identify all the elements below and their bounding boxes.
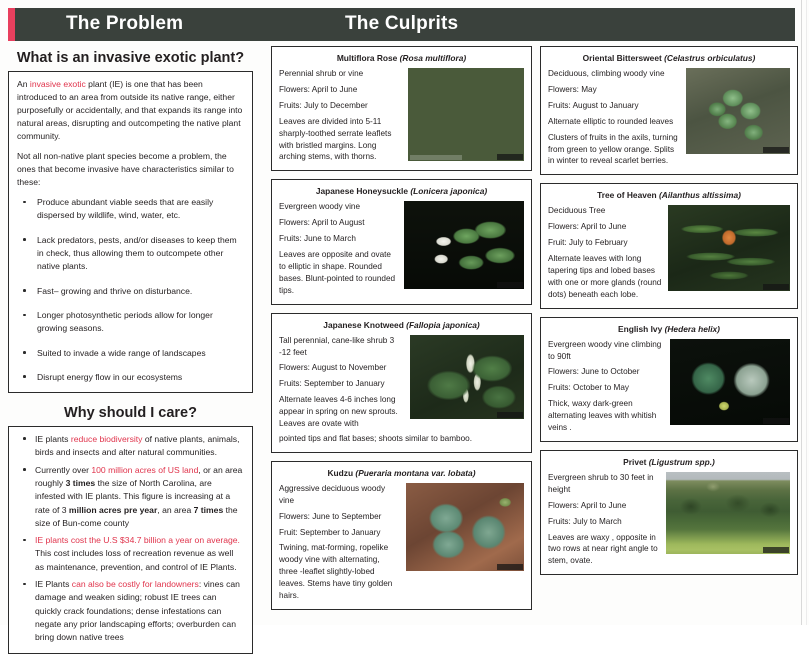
- species-common-name: Multiflora Rose: [336, 53, 398, 63]
- photo-stamp: [763, 284, 789, 290]
- species-line: Evergreen woody vine climbing to 90ft: [548, 339, 662, 361]
- species-common-name: Privet: [623, 456, 647, 467]
- species-line: Fruits: July to December: [279, 100, 368, 110]
- species-text: [548, 68, 680, 167]
- species-common-name: Kudzu: [327, 467, 354, 478]
- species-common-name: English Ivy: [618, 323, 663, 334]
- species-title: [548, 53, 790, 63]
- body-text: the size of North Carolina, are infested with IE plants. This figure is increasing at a rate of 3: [35, 477, 231, 515]
- species-card-japanese-honeysuckle: [271, 179, 532, 304]
- species-scientific-name: (Lonicera japonica): [410, 186, 488, 197]
- multiflora-rose-photo: [408, 68, 524, 161]
- species-line: Perennial shrub or vine: [279, 69, 364, 79]
- japanese-honeysuckle-photo: [404, 201, 524, 289]
- list-item: Produce abundant viable seeds that are easily dispersed by wildlife, wind, water, etc.: [17, 196, 244, 223]
- privet-photo: [666, 472, 790, 554]
- definition-text-post: plant (IE) is one that has been introduced to an area from outside its native range, either purposefully or accidentally, and that expands its range into natural areas, disrupting and outcompeting the native plant community.: [17, 78, 243, 141]
- oriental-bittersweet-photo: [686, 68, 790, 154]
- photo-credit-bar: [410, 155, 462, 160]
- species-text: [279, 201, 398, 296]
- species-card-kudzu: [271, 461, 532, 610]
- species-card-tree-of-heaven: [540, 183, 798, 308]
- species-line: Fruit: September to January: [279, 527, 381, 537]
- species-line: Twining, mat-forming, ropelike woody vine with alternating, three -leaflet slightly-lobed leaves. Stems have tiny golden hairs.: [279, 543, 393, 601]
- species-card-japanese-knotweed: [271, 313, 532, 453]
- body-text: : vines can damage and weaken siding; robust IE trees can quickly crack foundations; dense infestations can negate any prior landscaping efforts; overburden can bring down native trees: [35, 579, 240, 643]
- body-text: , or an area roughly: [35, 464, 243, 488]
- species-footer-line: pointed tips and flat bases; shoots similar to bamboo.: [279, 433, 472, 443]
- left-column: [8, 50, 253, 654]
- species-body: [279, 68, 524, 163]
- definition-paragraph-2: Not all non-native plant species become a problem, the ones that become invasive have characteristics similar to these:: [17, 150, 234, 188]
- highlighted-text: 100 million acres of US land: [91, 464, 199, 475]
- species-common-name: Japanese Honeysuckle: [315, 186, 409, 197]
- highlighted-text: reduce biodiversity: [70, 433, 143, 444]
- species-line: Deciduous Tree: [548, 206, 606, 216]
- photo-stamp: [497, 412, 523, 418]
- header-title-problem: The Problem: [66, 13, 184, 34]
- highlighted-text: IE plants cost the U.S $34.7 billion a year on average.: [35, 535, 240, 546]
- list-item: Lack predators, pests, and/or diseases to keep them in check, thus allowing them to outcompete other native plants.: [17, 234, 244, 274]
- species-line: Flowers: August to November: [279, 363, 387, 373]
- highlighted-text: can also be costly for landowners: [71, 579, 199, 590]
- species-line: Leaves are divided into 5-11 sharply-toothed serrate leaflets with bristled margins. Long arching stems, with thorns.: [279, 116, 392, 162]
- body-text: This cost includes loss of recreation revenue as well as maintenance, prevention, and control of IE Plants.: [35, 548, 237, 572]
- species-body: [279, 483, 524, 602]
- tree-of-heaven-photo: [668, 205, 790, 291]
- photo-stamp: [763, 147, 789, 153]
- species-line: Fruits: October to May: [548, 383, 629, 393]
- list-item: Longer photosynthetic periods allow for longer growing seasons.: [17, 309, 244, 336]
- species-body: [548, 205, 790, 300]
- bold-text: million acres pre year: [68, 504, 158, 515]
- species-line: Tall perennial, cane-like shrub 3 -12 feet: [279, 335, 395, 357]
- photo-stamp: [497, 282, 523, 288]
- species-line: Leaves are waxy , opposite in two rows at near right angle to stem, ovate.: [548, 532, 658, 566]
- species-line: Deciduous, climbing woody vine: [548, 69, 665, 79]
- species-body: [279, 335, 524, 430]
- photo-stamp: [497, 564, 523, 570]
- why-care-list: [17, 433, 244, 645]
- photo-stamp: [763, 418, 789, 424]
- species-text: [279, 335, 404, 430]
- species-card-english-ivy: [540, 317, 798, 442]
- bold-text: 3 times: [65, 477, 96, 488]
- header-accent-stripe: [8, 8, 15, 41]
- body-text: IE plants: [35, 433, 71, 444]
- list-item: [17, 578, 244, 645]
- species-line: Fruits: July to March: [548, 516, 622, 526]
- species-title: [548, 190, 790, 200]
- species-scientific-name: (Fallopia japonica): [406, 319, 480, 330]
- body-text: , an area: [157, 504, 194, 515]
- bold-text: 7 times: [193, 504, 224, 515]
- column-spacer: [8, 393, 253, 405]
- invasive-traits-list: [17, 196, 244, 384]
- species-text: [548, 339, 664, 434]
- species-title: [548, 457, 790, 467]
- scan-edge-line-secondary: [806, 0, 807, 625]
- middle-species-column: [271, 46, 532, 618]
- species-line: Alternate leaves 4-6 inches long appear in spring on new sprouts. Leaves are ovate with: [279, 395, 398, 429]
- species-text: [279, 68, 402, 163]
- species-line: Flowers: April to August: [279, 218, 365, 228]
- species-line: Clusters of fruits in the axils, turning from green to yellow orange. Splits in winter to reveal scarlet berries.: [548, 132, 678, 166]
- species-text: [548, 205, 662, 300]
- species-line: Fruit: July to February: [548, 238, 628, 248]
- right-species-column: [540, 46, 798, 583]
- species-line: Fruits: September to January: [279, 379, 385, 389]
- species-title: [279, 186, 524, 196]
- species-scientific-name: (Celastrus orbiculatus): [664, 53, 756, 63]
- species-body: [548, 339, 790, 434]
- body-text: Currently over: [35, 464, 92, 475]
- species-body: [548, 68, 790, 167]
- list-item: [17, 433, 244, 460]
- species-line: Evergreen woody vine: [279, 202, 361, 212]
- definition-text-pre: An: [17, 78, 30, 89]
- species-line: Alternate leaves with long tapering tips and lobed bases with one or more glands (round dots) beneath each lobe.: [548, 254, 662, 299]
- species-title: [279, 320, 524, 330]
- body-text: IE Plants: [35, 579, 72, 590]
- species-line: Flowers: May: [548, 84, 597, 94]
- header-title-culprits: The Culprits: [345, 13, 459, 34]
- list-item: [17, 464, 244, 531]
- why-care-box: [8, 426, 253, 654]
- list-item: Suited to invade a wide range of landscapes: [17, 347, 244, 360]
- species-scientific-name: (Ligustrum spp.): [648, 456, 715, 467]
- species-line: Flowers: April to June: [548, 500, 627, 510]
- species-title: [548, 324, 790, 334]
- species-title: [279, 468, 524, 478]
- species-body: [548, 472, 790, 567]
- species-line: Flowers: April to June: [279, 84, 358, 94]
- japanese-knotweed-photo: [410, 335, 524, 419]
- definition-box: [8, 71, 253, 394]
- species-common-name: Tree of Heaven: [597, 190, 657, 201]
- species-line: Fruits: August to January: [548, 100, 639, 110]
- species-scientific-name: (Pueraria montana var. lobata): [355, 467, 476, 478]
- photo-stamp: [763, 547, 789, 553]
- species-line: Leaves are opposite and ovate to elliptic in shape. Rounded bases. Blunt-pointed to rounded tips.: [279, 250, 396, 295]
- species-text: [279, 483, 400, 602]
- species-common-name: Oriental Bittersweet: [582, 53, 662, 63]
- species-line: Flowers: June to September: [279, 511, 382, 521]
- species-line: Alternate elliptic to rounded leaves: [548, 116, 674, 126]
- species-scientific-name: (Rosa multiflora): [399, 53, 467, 63]
- list-item: [17, 534, 244, 574]
- species-line: Fruits: June to March: [279, 234, 356, 244]
- species-title: [279, 53, 524, 63]
- definition-paragraph: [17, 78, 244, 143]
- species-card-privet: [540, 450, 798, 575]
- species-scientific-name: (Hedera helix): [664, 323, 720, 334]
- scan-edge-line: [801, 0, 802, 625]
- body-text: of native plants, animals, birds and insects and alter natural communities.: [35, 433, 240, 458]
- list-item: Disrupt energy flow in our ecosystems: [17, 371, 244, 384]
- section-heading-what-is-invasive: What is an invasive exotic plant?: [16, 50, 245, 66]
- kudzu-photo: [406, 483, 524, 571]
- species-line: Aggressive deciduous woody vine: [279, 483, 386, 505]
- species-line: Flowers: April to June: [548, 222, 627, 232]
- definition-highlight: invasive exotic: [29, 78, 86, 89]
- english-ivy-photo: [670, 339, 790, 425]
- species-card-oriental-bittersweet: [540, 46, 798, 175]
- species-common-name: Japanese Knotweed: [323, 319, 404, 330]
- species-text: [548, 472, 660, 567]
- species-line: Flowers: June to October: [548, 367, 640, 377]
- photo-stamp: [497, 154, 523, 160]
- body-text: the size of Bun-come county: [35, 504, 238, 528]
- species-body: [279, 201, 524, 296]
- species-card-multiflora-rose: [271, 46, 532, 171]
- species-line: Evergreen shrub to 30 feet in height: [548, 473, 654, 494]
- list-item: Fast– growing and thrive on disturbance.: [17, 285, 244, 298]
- section-heading-why-care: Why should I care?: [64, 405, 197, 422]
- species-line: Thick, waxy dark-green alternating leaves with whitish veins .: [548, 399, 657, 433]
- species-scientific-name: (Ailanthus altissima): [659, 190, 741, 201]
